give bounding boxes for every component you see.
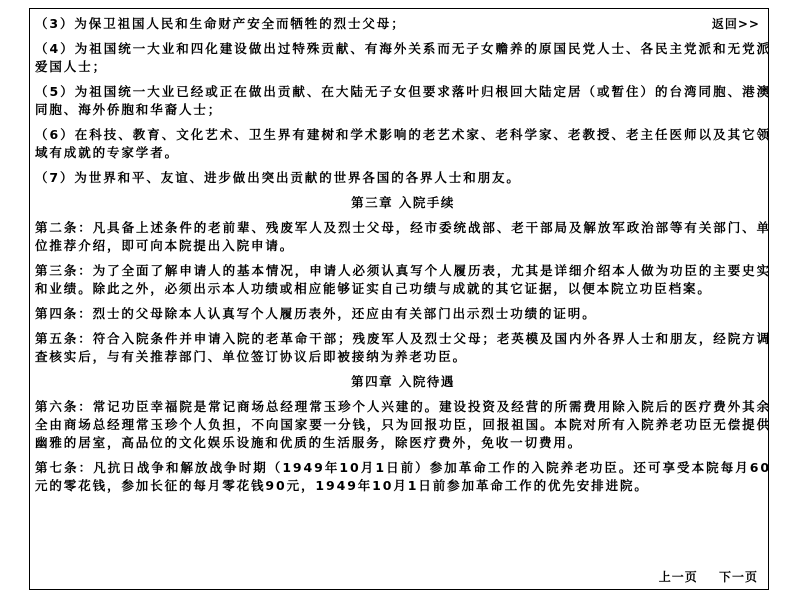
prev-page-link[interactable]: 上一页 (658, 570, 698, 584)
article-4: 第四条：烈士的父母除本人认真写个人履历表外，还应由有关部门出示烈士功绩的证明。 (35, 306, 597, 321)
chapter-4-heading: 第四章 入院待遇 (351, 374, 455, 389)
pagination (643, 568, 758, 585)
back-link[interactable]: 返回>> (711, 17, 760, 31)
article-5: 第五条：符合入院条件并申请入院的老革命干部；残废军人及烈士父母；老英模及国内外各界人士和朋友，经院方调查核实后，与有关推荐部门、单位签订协议后即被接纳为养老功臣。 (35, 331, 771, 364)
paragraph-item-6: （6）在科技、教育、文化艺术、卫生界有建树和学术影响的老艺术家、老科学家、老教授、老主任医师以及其它领域有成就的专家学者。 (35, 127, 771, 160)
document-frame (29, 8, 769, 590)
paragraph-item-5: （5）为祖国统一大业已经或正在做出贡献、在大陆无子女但要求落叶归根回大陆定居（或暂住）的台湾同胞、港澳同胞、海外侨胞和华裔人士； (35, 84, 771, 117)
paragraph-item-4: （4）为祖国统一大业和四化建设做出过特殊贡献、有海外关系而无子女赡养的原国民党人士、各民主党派和无党派爱国人士； (35, 41, 771, 74)
article-6: 第六条：常记功臣幸福院是常记商场总经理常玉珍个人兴建的。建设投资及经营的所需费用除入院后的医疗费外其余全由商场总经理常玉珍个人负担，不向国家要一分钱，只为回报功臣，回报祖国。本院对所有入院养老功臣无偿提供幽雅的居室，高品位的文化娱乐设施和优质的生活服务，除医疗费外，免收一切费用。 (35, 399, 771, 450)
document-content (35, 15, 771, 502)
article-7: 第七条：凡抗日战争和解放战争时期（1949年10月1日前）参加革命工作的入院养老功臣。还可享受本院每月60元的零花钱，参加长征的每月零花钱90元，1949年10月1日前参加革命工作的优先安排进院。 (35, 460, 771, 493)
next-page-link[interactable]: 下一页 (718, 570, 758, 584)
chapter-3-heading: 第三章 入院手续 (351, 195, 455, 210)
paragraph-item-7: （7）为世界和平、友谊、进步做出突出贡献的世界各国的各界人士和朋友。 (35, 170, 521, 185)
article-2: 第二条：凡具备上述条件的老前辈、残废军人及烈士父母，经市委统战部、老干部局及解放军政治部等有关部门、单位推荐介绍，即可向本院提出入院申请。 (35, 220, 771, 253)
paragraph-item-3: （3）为保卫祖国人民和生命财产安全而牺牲的烈士父母； (35, 16, 406, 31)
article-3: 第三条：为了全面了解申请人的基本情况，申请人必须认真写个人履历表，尤其是详细介绍本人做为功臣的主要史实和业绩。除此之外，必须出示本人功绩或相应能够证实自己功绩与成就的其它证据，以便本院立功臣档案。 (35, 263, 771, 296)
